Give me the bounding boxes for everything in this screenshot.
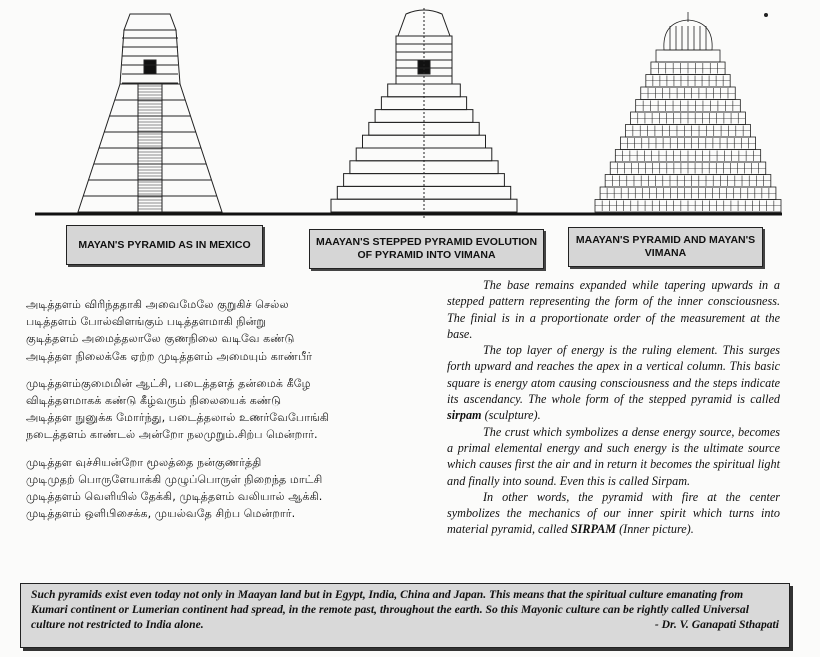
speck [764, 13, 768, 17]
verse-line: முடித்தளம் ஒளிபிசைக்க, முயல்வதே சிற்ப மென்றார். [26, 507, 296, 521]
stepped-pyramid-drawing [331, 8, 517, 220]
footer-text: Such pyramids exist even today not only in Maayan land but in Egypt, India, China and Japan. This means that the spiritual culture emanating from Kumari continent or Lumerian continent had spread, in the remote past, throughout the earth. So this Mayonic culture can be rightly called Universal culture not restricted to India alone. [31, 588, 749, 631]
tamil-verse-3 [26, 454, 426, 523]
mayan-pyramid-drawing [78, 14, 222, 212]
paragraph-summary [447, 489, 780, 538]
verse-line: விடித்தளமாகக் கண்டு கீழ்வரும் நிலையைக் கண்டு [26, 394, 282, 408]
paragraph-base: The base remains expanded while tapering upwards in a stepped pattern representing the form of the inner consciousness. The finial is in a proportionate order of the measurement at the base. [447, 278, 780, 341]
verse-line: அடித்தள நிலைக்கே ஏற்ற முடித்தளம் அமையும் காண்பீர் [26, 349, 313, 363]
tamil-verse-2 [26, 375, 426, 444]
verse-line: முடித்தள வுச்சியன்றோ மூலத்தை நன்குணர்த்தி [26, 455, 262, 469]
vimana-drawing [595, 12, 781, 212]
verse-line: நடைத்தளம் காண்டல் அன்றோ நலமுறும்.சிற்ப மென்றார். [26, 428, 318, 442]
verse-line: படித்தளம் போல்விளங்கும் படித்தளமாகி நின்று [26, 315, 266, 329]
verse-line: குடித்தளம் அமைத்தலாலே குணநிலை வடிவே கண்டு [26, 332, 295, 346]
text-run: The top layer of energy is the ruling element. This surges forth upward and reaches the apex in a vertical column. This basic square is energy atom causing consciousness and the steps indicate its ascendancy. The whole form of the stepped pyramid is called [447, 343, 780, 407]
verse-line: முடித்தளம் வெளியில் தேக்கி, முடித்தளம் வலியால் ஆக்கி. [26, 490, 323, 504]
label-stepped-pyramid: MAAYAN'S STEPPED PYRAMID EVOLUTION OF PYRAMID INTO VIMANA [309, 229, 544, 269]
paragraph-energy [447, 342, 780, 423]
tamil-verses [26, 296, 426, 532]
label-mayan-pyramid: MAYAN'S PYRAMID AS IN MEXICO [66, 225, 263, 265]
text-run: (sculpture). [481, 408, 541, 423]
paragraph-crust: The crust which symbolizes a dense energy source, becomes a primal elemental energy and such energy is the ultimate source which causes first the air and in return it becomes the spiritual light and finally into sound. Even this is called Sirpam. [447, 424, 780, 488]
label-vimana: MAAYAN'S PYRAMID AND MAYAN'S VIMANA [568, 227, 763, 267]
english-commentary [447, 277, 780, 538]
footer-quote-box [20, 583, 790, 648]
text-run: In other words, the pyramid with fire at the center symbolizes the mechanics of our inner spirit which turns into material pyramid, called [447, 489, 780, 537]
term-sirpam: sirpam [447, 408, 482, 423]
signature: - Dr. V. Ganapati Sthapati [654, 617, 779, 631]
verse-line: முடித்தளம்குமைமின் ஆட்சி, படைத்தளத் தன்மைக் கீழே [26, 376, 311, 390]
tamil-verse-1 [26, 296, 426, 365]
verse-line: அடித்தள நுனுக்க மோர்ந்து, படைத்தலால் உணர்வேபோங்கி [26, 411, 330, 425]
term-sirpam-caps: SIRPAM [570, 522, 617, 537]
text-run: (Inner picture). [616, 522, 694, 537]
verse-line: அடித்தளம் விரிந்ததாகி அவைமேலே குறுகிச் செல்ல [26, 298, 289, 311]
verse-line: முடிமுதற் பொருளேயாக்கி முழுப்பொருள் நிறைந்த மாட்சி [26, 472, 323, 486]
